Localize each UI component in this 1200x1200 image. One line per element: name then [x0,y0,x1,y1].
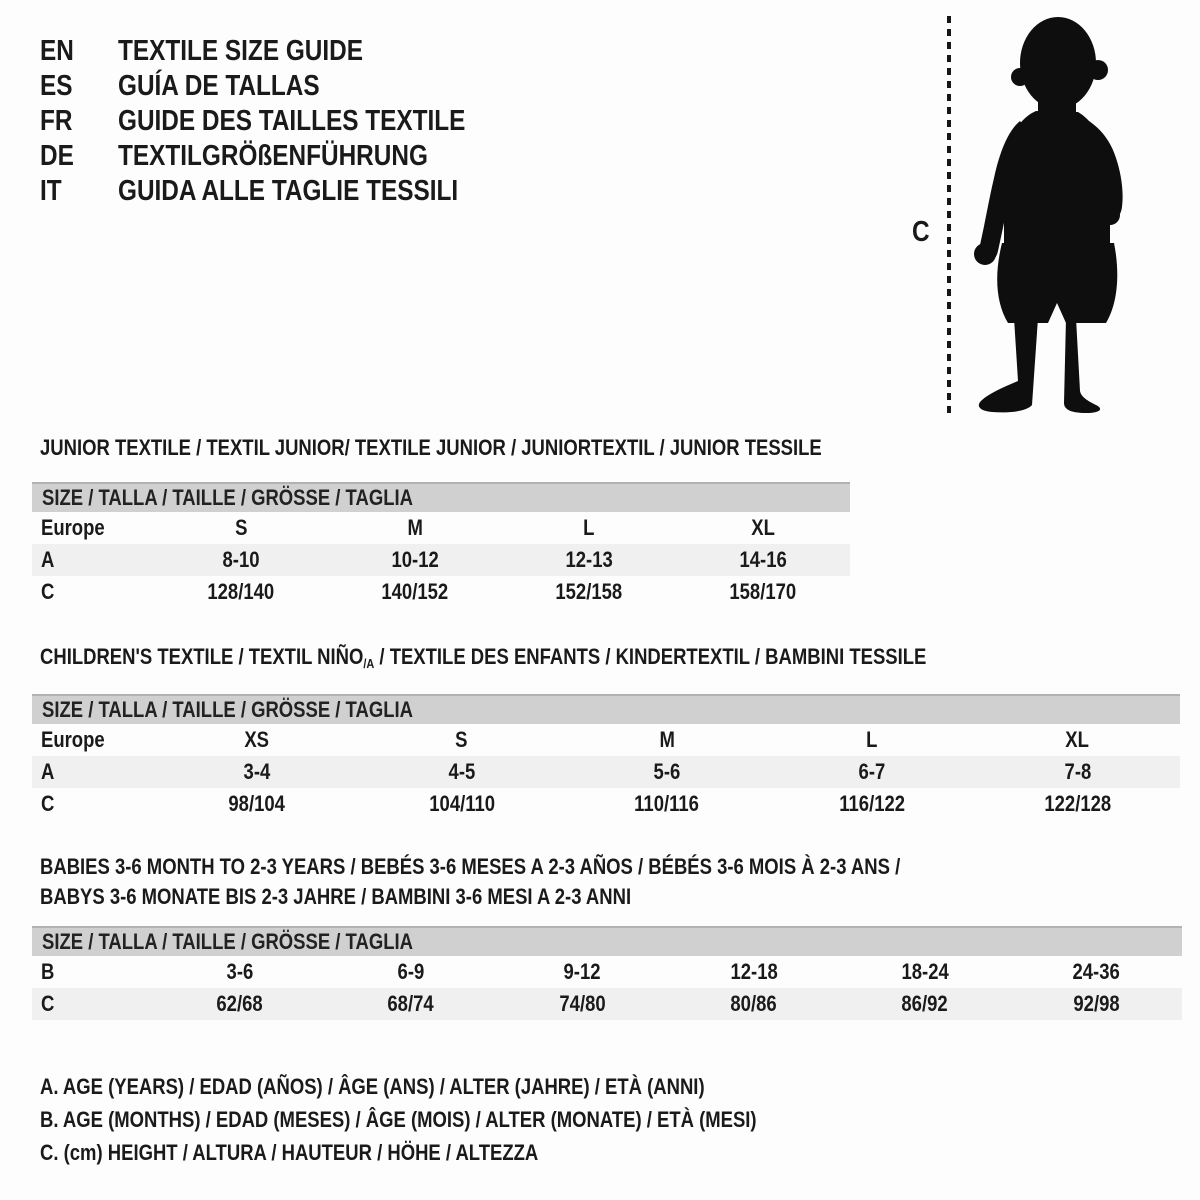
size-cell: 9-12 [563,959,601,984]
size-cell: 62/68 [216,991,263,1016]
size-cell: 152/158 [555,579,623,604]
table-row [32,544,850,576]
children-size-table [32,694,1180,820]
measure-label-c: C [912,216,930,248]
size-header-label: SIZE / TALLA / TAILLE / GRÖSSE / TAGLIA [42,697,413,722]
size-cell: 4-5 [448,759,476,784]
row-label: Europe [41,727,105,752]
babies-size-table [32,926,1182,1020]
toddler-silhouette-image [958,13,1154,415]
table-row [32,956,1182,988]
size-cell: 158/170 [729,579,797,604]
language-label: GUIDA ALLE TAGLIE TESSILI [118,175,459,207]
size-cell: S [234,515,248,540]
size-cell: 12-18 [730,959,778,984]
size-cell: 104/110 [428,791,495,816]
table-row [32,724,1180,756]
section-junior-textile [32,436,850,608]
size-cell: 18-24 [901,959,949,984]
size-cell: 3-4 [243,759,270,784]
size-cell: 140/152 [381,579,449,604]
size-cell: L [583,515,595,540]
language-list [40,34,532,209]
table-row [32,756,1180,788]
size-cell: 122/128 [1044,791,1111,816]
size-cell: XL [1065,727,1090,752]
size-header-label: SIZE / TALLA / TAILLE / GRÖSSE / TAGLIA [42,929,413,954]
language-label: TEXTILE SIZE GUIDE [118,35,363,67]
size-cell: 5-6 [653,759,681,784]
language-label: GUIDE DES TAILLES TEXTILE [118,105,466,137]
size-cell: 12-13 [565,547,613,572]
language-code: DE [40,140,74,172]
row-label: C [41,791,55,816]
language-code: FR [40,105,73,137]
size-cell: 128/140 [207,579,275,604]
section-title-line1: BABIES 3-6 MONTH TO 2-3 YEARS / BEBÉS 3-6 MESES A 2-3 AÑOS / BÉBÉS 3-6 MOIS À 2-3 ANS / [40,854,901,879]
language-row [40,174,532,209]
language-row [40,34,532,69]
row-label: Europe [41,515,105,540]
junior-size-table [32,482,850,608]
legend-line-b: B. AGE (MONTHS) / EDAD (MESES) / ÂGE (MOIS) / ALTER (MONATE) / ETÀ (MESI) [40,1107,757,1132]
size-cell: 92/98 [1073,991,1120,1016]
table-row [32,576,850,608]
section-babies-textile [32,852,1182,1020]
row-label: C [41,991,55,1016]
language-row [40,69,532,104]
size-cell: 7-8 [1064,759,1091,784]
row-label: A [41,547,55,572]
size-cell: 14-16 [739,547,787,572]
size-cell: XL [751,515,775,540]
nino-a-subscript: /A [363,656,375,671]
size-cell: 116/122 [839,791,906,816]
row-label: C [41,579,55,604]
size-cell: L [866,727,878,752]
size-cell: M [407,515,423,540]
size-cell: 86/92 [901,991,949,1016]
size-cell: 6-7 [858,759,886,784]
section-title-line2: BABYS 3-6 MONATE BIS 2-3 JAHRE / BAMBINI 3-6 MESI A 2-3 ANNI [40,884,632,909]
size-header-label: SIZE / TALLA / TAILLE / GRÖSSE / TAGLIA [42,485,413,510]
section-title: CHILDREN'S TEXTILE / TEXTIL NIÑO/A / TEXTILE DES ENFANTS / KINDERTEXTIL / BAMBINI TESSILE [40,644,927,671]
legend-line-c: C. (cm) HEIGHT / ALTURA / HAUTEUR / HÖHE / ALTEZZA [40,1140,539,1165]
language-code: IT [40,175,62,207]
language-row [40,104,532,139]
row-label: A [41,759,55,784]
size-header-bar [32,926,1182,956]
table-row [32,512,850,544]
size-cell: 24-36 [1072,959,1120,984]
size-cell: 68/74 [387,991,435,1016]
section-title: JUNIOR TEXTILE / TEXTIL JUNIOR/ TEXTILE JUNIOR / JUNIORTEXTIL / JUNIOR TESSILE [40,435,822,460]
language-label: TEXTILGRÖßENFÜHRUNG [118,140,428,172]
table-row [32,988,1182,1020]
size-cell: 110/116 [634,791,700,816]
size-cell: 98/104 [228,791,285,816]
size-cell: 74/80 [559,991,606,1016]
language-code: EN [40,35,74,67]
size-cell: XS [244,727,269,752]
size-cell: 6-9 [397,959,425,984]
size-cell: 10-12 [391,547,439,572]
row-label: B [41,959,55,984]
size-cell: 80/86 [730,991,777,1016]
height-measure-dashed-line [947,16,951,416]
size-cell: S [455,727,468,752]
size-header-bar [32,482,850,512]
table-row [32,788,1180,820]
legend-line-a: A. AGE (YEARS) / EDAD (AÑOS) / ÂGE (ANS) / ALTER (JAHRE) / ETÀ (ANNI) [40,1074,705,1099]
language-label: GUÍA DE TALLAS [118,70,320,102]
size-header-bar [32,694,1180,724]
section-childrens-textile [32,645,1180,820]
measure-legend [40,1070,893,1169]
size-cell: 3-6 [226,959,254,984]
size-cell: 8-10 [222,547,260,572]
size-cell: M [659,727,675,752]
language-code: ES [40,70,73,102]
language-row [40,139,532,174]
